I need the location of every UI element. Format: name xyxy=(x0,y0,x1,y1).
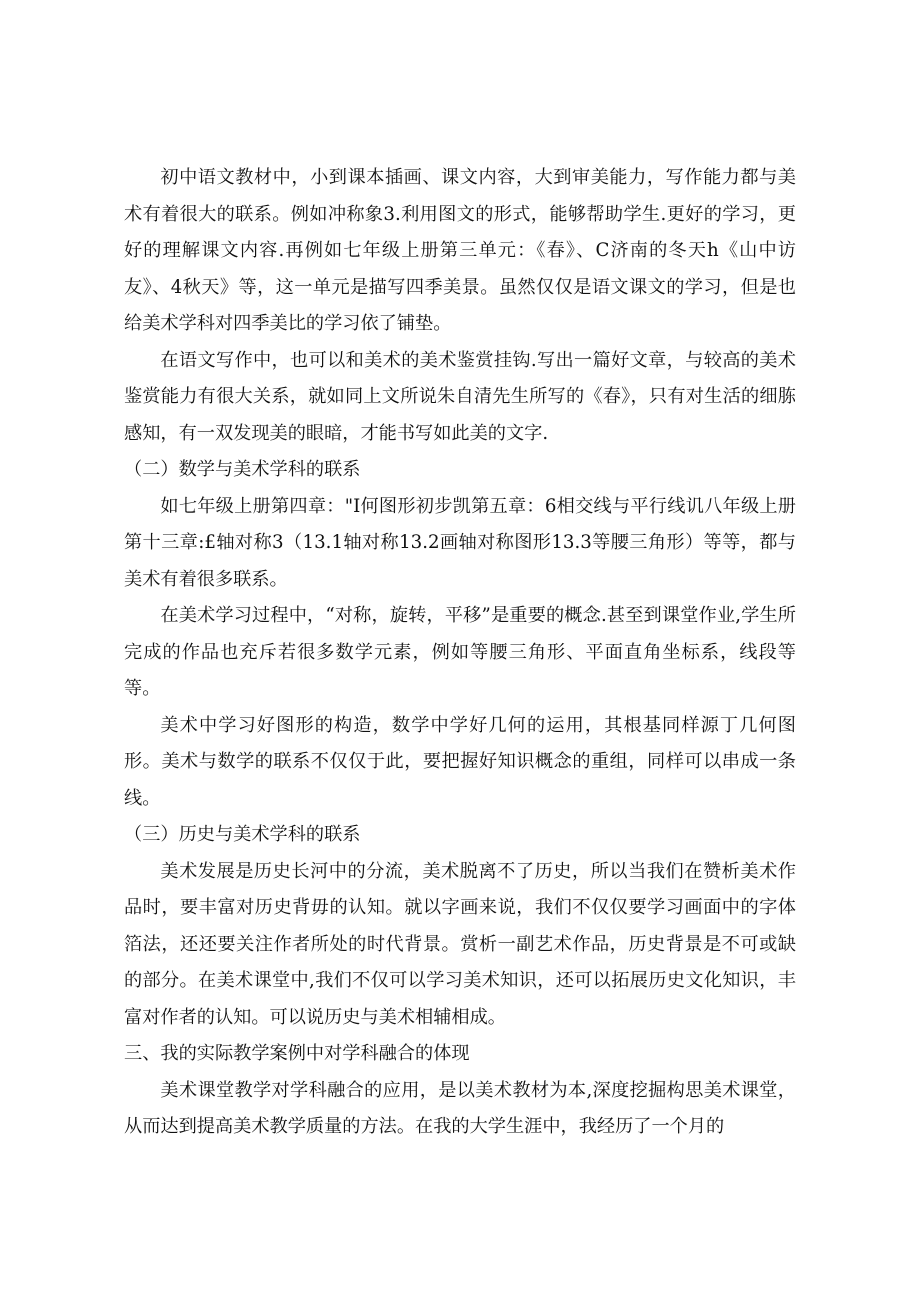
paragraph-chinese-textbook: 初中语文教材中，小到课本插画、课文内容，大到审美能力，写作能力都与美术有着很大的联系。例如冲称象3.利用图文的形式，能够帮助学生.更好的学习，更好的理解课文内容.再例如七年级上册第三单元：《春》、C济南的冬天h《山中访友》、4秋天》等，这一单元是描写四季美景。虽然仅仅是语文课文的学习，但是也给美术学科对四季美比的学习依了铺垫。 xyxy=(124,167,796,334)
section-heading-math: （二）数学与美术学科的联系 xyxy=(124,459,361,480)
section-heading-history: （三）历史与美术学科的联系 xyxy=(124,824,361,845)
paragraph-math-chapters: 如七年级上册第四章："I何图形初步凯第五章：6相交线与平行线讥八年级上册第十三章:£轴对称3（13.1轴对称13.2画轴对称图形13.3等腰三角形）等等，都与美术有着很多联系。 xyxy=(124,495,796,590)
paragraph-chinese-writing: 在语文写作中，也可以和美术的美术鉴赏挂钩.写出一篇好文章，与较高的美术鉴赏能力有很大关系，就如同上文所说朱自清先生所写的《春》，只有对生活的细胨感知，有一双发现美的眼暗，才能书写如此美的文字. xyxy=(124,349,796,444)
paragraph-math-concepts: 在美术学习过程中，“对称，旋转，平移”是重要的概念.甚至到课堂作业,学生所完成的作品也充斥若很多数学元素，例如等腰三角形、平面直角坐标系，线段等等。 xyxy=(124,605,796,699)
document-body xyxy=(124,160,796,1146)
paragraph-history-art: 美术发展是历史长河中的分流，美术脱离不了历史，所以当我们在赞析美术作品时，要丰富对历史背毋的认知。就以字画来说，我们不仅仅要学习画面中的字体箔法，还还要关注作者所处的时代背景。赏析一副艺术作品，历史背景是不可或缺的部分。在美术课堂中,我们不仅可以学习美术知识，还可以拓展历史文化知识，丰富对作者的认知。可以说历史与美术相辅相成。 xyxy=(124,860,796,1028)
section-heading-teaching-cases: 三、我的实际教学案例中对学科融合的体现 xyxy=(124,1043,470,1064)
paragraph-math-geometry: 美术中学习好图形的构造，数学中学好几何的运用，其根基同样源丁几何图形。美术与数学的联系不仅仅于此，要把握好知识概念的重组，同样可以串成一条线。 xyxy=(124,714,796,809)
paragraph-teaching-application: 美术课堂教学对学科融合的应用，是以美术教材为本,深度挖掘构思美术课堂，从而达到提高美术教学质量的方法。在我的大学生涯中，我经历了一个月的 xyxy=(124,1079,796,1137)
